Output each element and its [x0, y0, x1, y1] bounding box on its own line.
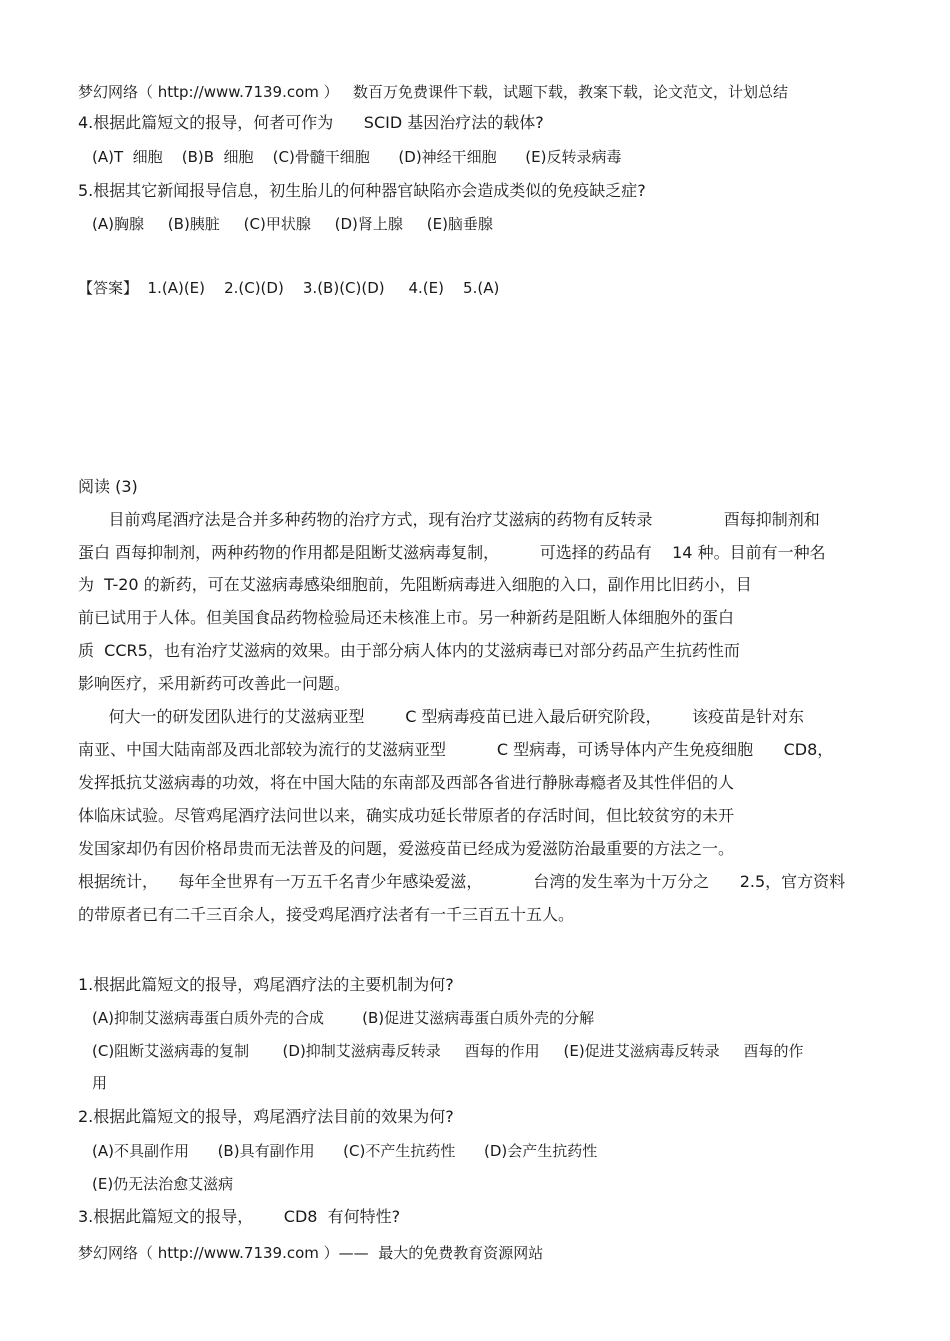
question-options: (A)T 细胞 (B)B 细胞 (C)骨髓干细胞 (D)神经干细胞 (E)反转录病毒	[92, 148, 622, 166]
paragraph-line: 影响医疗，采用新药可改善此一问题。	[78, 674, 351, 693]
question-options: (C)阻断艾滋病毒的复制 (D)抑制艾滋病毒反转录 酉每的作用 (E)促进艾滋病毒反转录 酉每的作	[92, 1042, 804, 1060]
question-text: 5.根据其它新闻报导信息，初生胎儿的何种器官缺陷亦会造成类似的免疫缺乏症?	[78, 181, 646, 200]
paragraph-line: 的带原者已有二千三百余人，接受鸡尾酒疗法者有一千三百五十五人。	[78, 905, 575, 924]
paragraph-line: 根据统计， 每年全世界有一万五千名青少年感染爱滋， 台湾的发生率为十万分之 2.5，官方资料	[78, 872, 846, 891]
page-footer: 梦幻网络（ http://www.7139.com ）—— 最大的免费教育资源网站	[78, 1244, 544, 1262]
paragraph-line: 体临床试验。尽管鸡尾酒疗法问世以来，确实成功延长带原者的存活时间，但比较贫穷的未开	[78, 806, 735, 825]
question-options: 用	[92, 1074, 108, 1092]
paragraph-line: 发国家却仍有因价格昂贵而无法普及的问题，爱滋疫苗已经成为爱滋防治最重要的方法之一。	[78, 839, 735, 858]
paragraph-line: 前已试用于人体。但美国食品药物检验局还未核准上市。另一种新药是阻断人体细胞外的蛋白	[78, 608, 735, 627]
question-options: (A)抑制艾滋病毒蛋白质外壳的合成 (B)促进艾滋病毒蛋白质外壳的分解	[92, 1009, 595, 1027]
question-text: 2.根据此篇短文的报导，鸡尾酒疗法目前的效果为何?	[78, 1107, 454, 1126]
paragraph-line: 为 T-20 的新药，可在艾滋病毒感染细胞前，先阻断病毒进入细胞的入口，副作用比旧药小，目	[78, 575, 752, 594]
section-title: 阅读 (3)	[78, 477, 138, 496]
paragraph-line: 目前鸡尾酒疗法是合并多种药物的治疗方式，现有治疗艾滋病的药物有反转录 酉每抑制剂和	[78, 510, 820, 529]
question-options: (E)仍无法治愈艾滋病	[92, 1175, 234, 1193]
paragraph-line: 南亚、中国大陆南部及西北部较为流行的艾滋病亚型 C 型病毒，可诱导体内产生免疫细胞 CD8，	[78, 740, 834, 759]
page-header: 梦幻网络（ http://www.7139.com ） 数百万免费课件下载，试题下载，教案下载，论文范文，计划总结	[78, 83, 788, 101]
question-text: 4.根据此篇短文的报导，何者可作为 SCID 基因治疗法的载体?	[78, 113, 544, 132]
question-text: 3.根据此篇短文的报导， CD8 有何特性?	[78, 1207, 401, 1226]
question-text: 1.根据此篇短文的报导，鸡尾酒疗法的主要机制为何?	[78, 975, 454, 994]
paragraph-line: 发挥抵抗艾滋病毒的功效，将在中国大陆的东南部及西部各省进行静脉毒瘾者及其性伴侣的人	[78, 773, 735, 792]
paragraph-line: 质 CCR5，也有治疗艾滋病的效果。由于部分病人体内的艾滋病毒已对部分药品产生抗药性而	[78, 641, 740, 660]
paragraph-line: 何大一的研发团队进行的艾滋病亚型 C 型病毒疫苗已进入最后研究阶段， 该疫苗是针对东	[78, 707, 804, 726]
answer-key: 【答案】 1.(A)(E) 2.(C)(D) 3.(B)(C)(D) 4.(E) 5.(A)	[78, 279, 500, 297]
paragraph-line: 蛋白 酉每抑制剂，两种药物的作用都是阻断艾滋病毒复制， 可选择的药品有 14 种。目前有一种名	[78, 543, 826, 562]
question-options: (A)胸腺 (B)胰脏 (C)甲状腺 (D)肾上腺 (E)脑垂腺	[92, 215, 493, 233]
question-options: (A)不具副作用 (B)具有副作用 (C)不产生抗药性 (D)会产生抗药性	[92, 1142, 598, 1160]
